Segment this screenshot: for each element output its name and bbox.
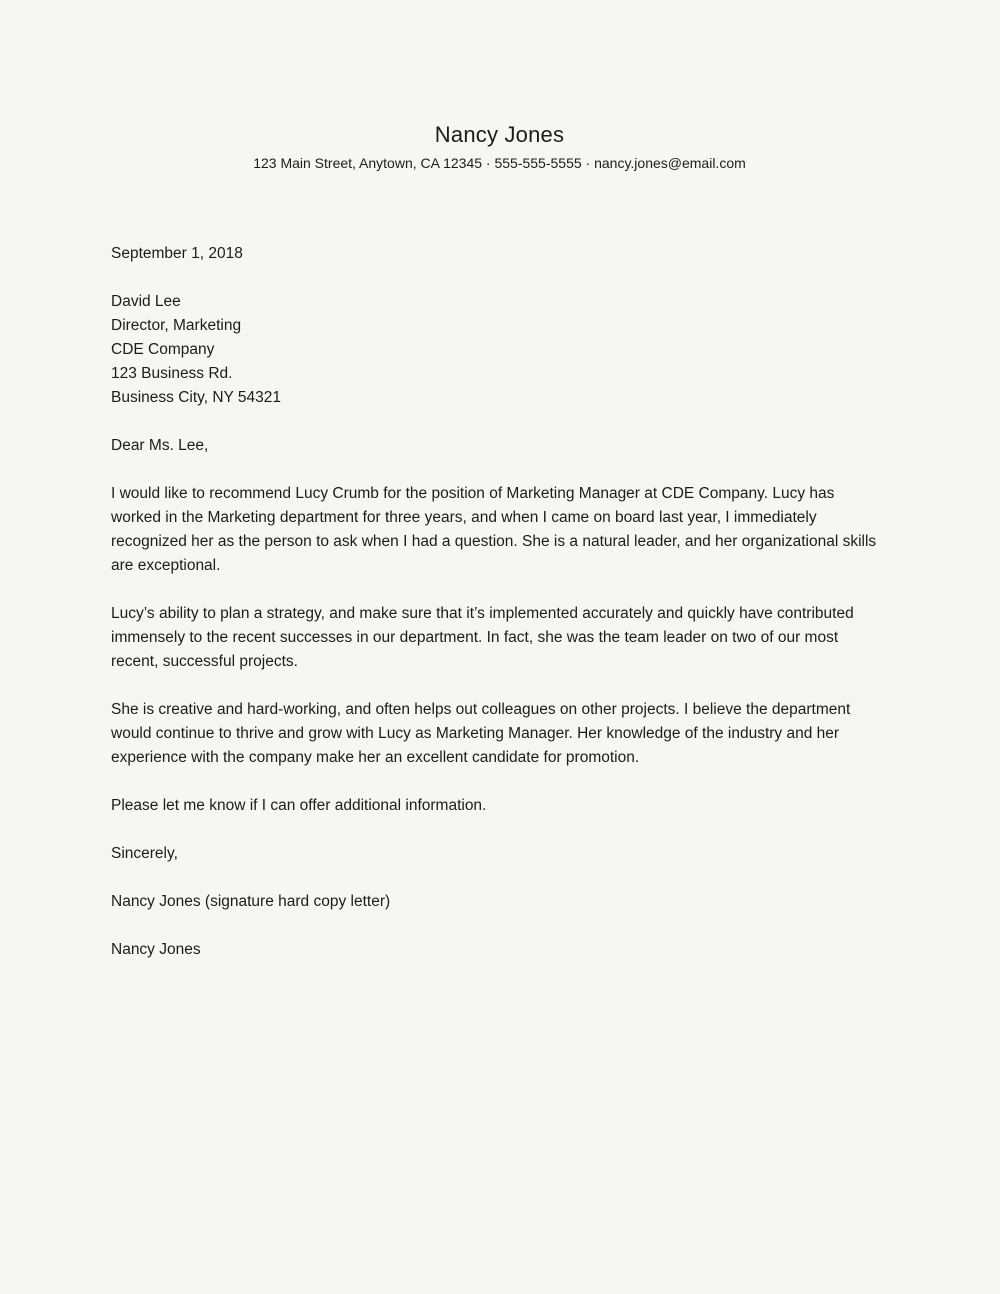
sender-contact-line: 123 Main Street, Anytown, CA 12345 · 555-555-5555 · nancy.jones@email.com	[253, 155, 746, 171]
recipient-company: CDE Company	[111, 341, 215, 358]
valediction: Sincerely,	[111, 845, 178, 862]
letter-header	[111, 122, 888, 172]
recipient-city: Business City, NY 54321	[111, 389, 282, 406]
salutation: Dear Ms. Lee,	[111, 437, 209, 454]
typed-name: Nancy Jones	[111, 941, 201, 958]
recipient-title: Director, Marketing	[111, 317, 242, 334]
body-paragraph-2: Lucy’s ability to plan a strategy, and make sure that it’s implemented accurately and quickly have contributed immensely to the recent successes in our department. In fact, she was the team leader on two of our most recent, successful projects.	[111, 605, 854, 670]
letter-date: September 1, 2018	[111, 245, 243, 262]
recipient-address-block	[111, 290, 888, 410]
body-paragraph-1: I would like to recommend Lucy Crumb for the position of Marketing Manager at CDE Company. Lucy has worked in the Marketing department for three years, and when I came on board last year, I immediately recognized her as the person to ask when I had a question. She is a natural leader, and her organizational skills are exceptional.	[111, 485, 877, 574]
sender-name: Nancy Jones	[434, 122, 565, 147]
recipient-name: David Lee	[111, 293, 181, 310]
signature-line: Nancy Jones (signature hard copy letter)	[111, 893, 391, 910]
body-paragraph-4: Please let me know if I can offer additional information.	[111, 797, 487, 814]
letter-body	[111, 242, 888, 962]
body-paragraph-3: She is creative and hard-working, and often helps out colleagues on other projects. I believe the department would continue to thrive and grow with Lucy as Marketing Manager. Her knowledge of the industry and her experience with the company make her an excellent candidate for promotion.	[111, 701, 851, 766]
recipient-street: 123 Business Rd.	[111, 365, 233, 382]
